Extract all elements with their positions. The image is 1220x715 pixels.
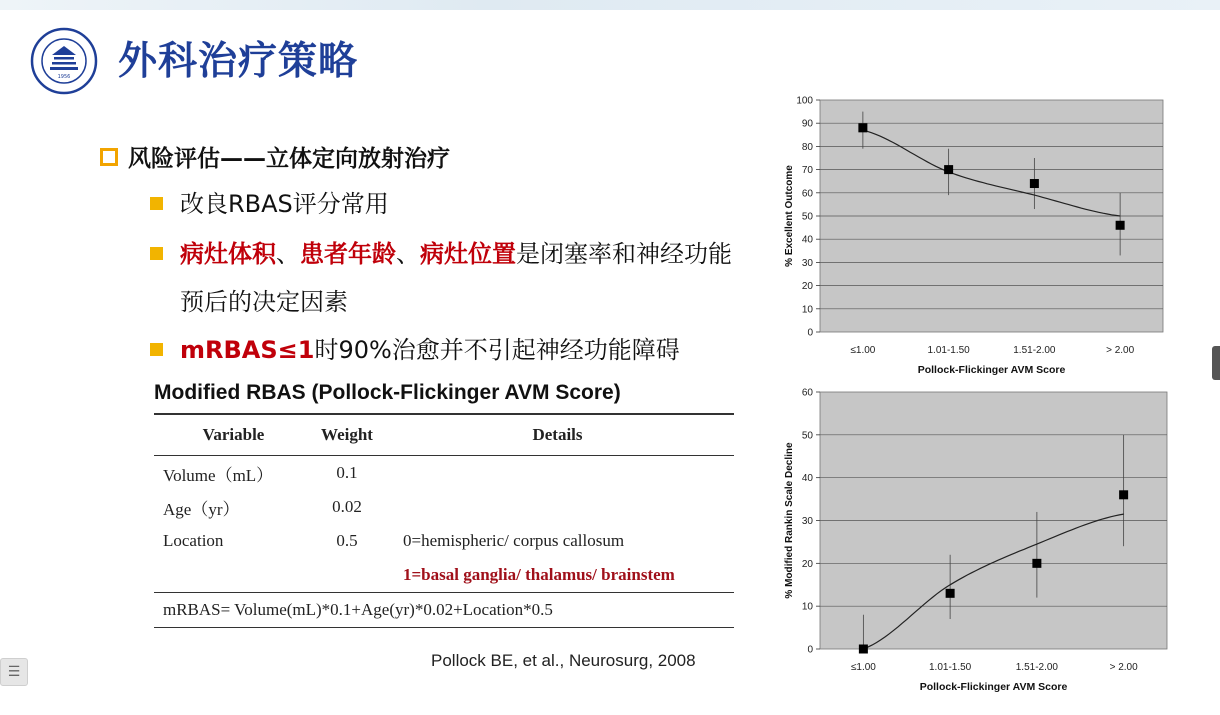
x-axis-label: Pollock-Flickinger AVM Score [917,364,1066,376]
table-row [154,490,734,524]
bullet-item [150,326,680,374]
x-tick-label: > 2.00 [1109,662,1138,673]
section-heading [100,140,450,173]
formula-text: mRBAS= Volume(mL)*0.1+Age(yr)*0.02+Location*0.5 [154,593,734,628]
table-row [154,558,734,593]
y-tick-label: 0 [807,644,813,656]
data-point [859,645,868,654]
excellent-outcome-chart [778,88,1178,378]
highlight-patient-age: 患者年龄 [300,240,396,268]
highlight-lesion-location: 病灶位置 [420,240,516,268]
x-tick-label: ≤1.00 [850,345,876,356]
table-cell: 1=basal ganglia/ thalamus/ brainstem [403,565,675,584]
svg-text:1956: 1956 [57,74,71,80]
y-axis-label: % Excellent Outcome [784,165,795,267]
y-tick-label: 10 [801,304,813,316]
x-tick-label: 1.51-2.00 [1013,345,1056,356]
table-cell: 0.5 [336,531,358,550]
table-cell: 0.02 [332,497,362,516]
y-tick-label: 0 [807,327,813,339]
y-tick-label: 20 [801,281,813,293]
square-bullet-icon [150,247,163,260]
bullet-text-group [180,326,680,374]
section-heading-text: 风险评估——立体定向放射治疗 [128,146,450,172]
data-point [944,165,953,174]
table-cell [381,490,734,524]
x-tick-label: > 2.00 [1106,345,1135,356]
table-row [154,524,734,558]
side-panel-toggle[interactable] [1212,346,1220,380]
hospital-logo-icon [30,27,98,95]
data-point [858,123,867,132]
y-tick-label: 60 [801,188,813,200]
data-point [1030,179,1039,188]
separator: 、 [396,240,420,268]
y-tick-label: 90 [801,118,813,130]
col-header-weight: Weight [313,414,381,456]
table-cell: Volume（mL） [163,465,274,485]
table-cell: Age（yr） [163,499,240,519]
table-title: Modified RBAS (Pollock-Flickinger AVM Score) [154,381,621,404]
page-title: 外科治疗策略 [118,39,359,84]
y-tick-label: 10 [801,601,813,613]
separator: 、 [276,240,300,268]
data-point [1116,221,1125,230]
y-tick-label: 60 [801,387,813,399]
formula-row [154,593,734,628]
square-bullet-icon [150,197,163,210]
y-tick-label: 80 [801,141,813,153]
table-cell [381,456,734,491]
table-cell [154,558,313,593]
y-tick-label: 30 [801,257,813,269]
table-cell: 0.1 [336,463,358,482]
y-tick-label: 20 [801,558,813,570]
highlight-lesion-volume: 病灶体积 [180,240,276,268]
y-tick-label: 50 [801,211,813,223]
x-tick-label: 1.51-2.00 [1015,662,1059,673]
top-band [0,0,1220,10]
square-bullet-icon [150,343,163,356]
rbas-table [154,413,734,628]
highlight-mrbas: mRBAS≤1 [180,336,315,364]
table-row [154,456,734,491]
y-axis-label: % Modified Rankin Scale Decline [784,442,795,599]
table-cell: 0=hemispheric/ corpus callosum [403,531,625,550]
y-tick-label: 100 [796,95,813,107]
data-point [1119,490,1128,499]
y-tick-label: 40 [801,234,813,246]
bullet-text: 时90%治愈并不引起神经功能障碍 [314,336,680,364]
col-header-details: Details [381,414,734,456]
bullet-text: 是闭塞率和神经功能预后的决定因素 [180,240,732,316]
bullet-item [150,230,750,326]
bullet-text-group [180,230,750,326]
y-tick-label: 70 [801,165,813,177]
mrs-decline-chart [778,382,1178,702]
bullet-text: 改良RBAS评分常用 [180,190,389,218]
col-header-variable: Variable [154,414,313,456]
citation: Pollock BE, et al., Neurosurg, 2008 [431,651,696,670]
y-tick-label: 50 [801,430,813,442]
y-tick-label: 40 [801,473,813,485]
x-tick-label: 1.01-1.50 [927,345,970,356]
bullet-item [150,180,389,228]
table-cell: Location [163,531,224,550]
x-tick-label: 1.01-1.50 [928,662,972,673]
data-point [946,589,955,598]
x-tick-label: ≤1.00 [850,662,876,673]
menu-list-icon[interactable]: ☰ [0,658,28,686]
y-tick-label: 30 [801,516,813,527]
table-cell [313,558,381,593]
data-point [1032,559,1041,568]
x-axis-label: Pollock-Flickinger AVM Score [919,681,1068,693]
hollow-square-bullet-icon [100,148,118,166]
